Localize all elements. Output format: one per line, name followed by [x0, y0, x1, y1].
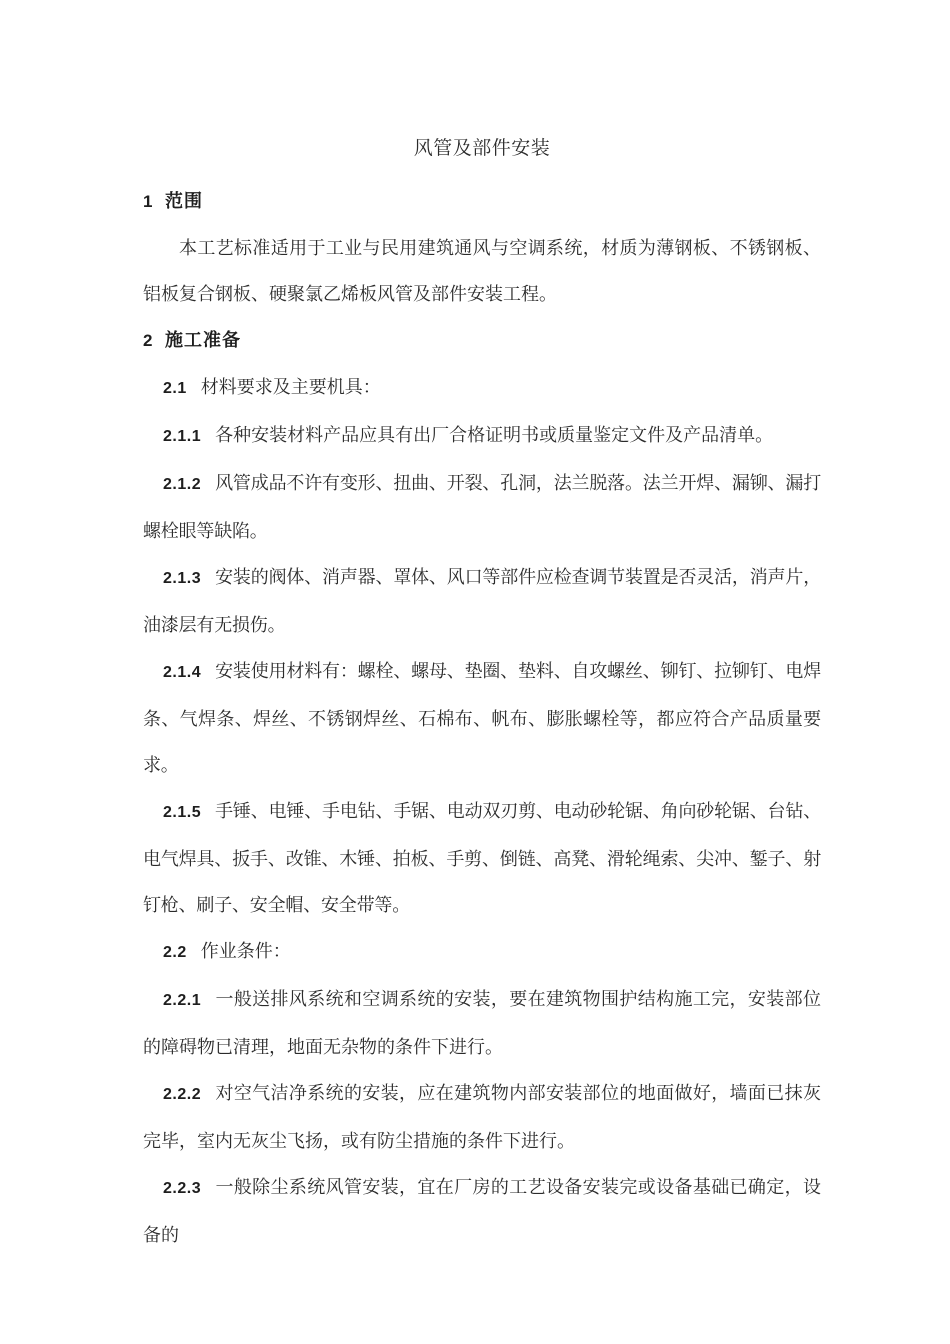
list-item	[143, 1164, 821, 1258]
section-heading-2	[143, 317, 821, 364]
item-number: 2.1	[163, 380, 187, 397]
item-number: 2.1.1	[163, 428, 202, 445]
item-text: 材料要求及主要机具：	[200, 377, 381, 397]
item-number: 2.1.4	[163, 664, 202, 681]
item-text: 风管成品不许有变形、扭曲、开裂、孔洞，法兰脱落。法兰开焊、漏铆、漏打螺栓眼等缺陷。	[143, 473, 821, 541]
item-text: 安装使用材料有：螺栓、螺母、垫圈、垫料、自攻螺丝、铆钉、拉铆钉、电焊条、气焊条、焊丝、不锈钢焊丝、石棉布、帆布、膨胀螺栓等，都应符合产品质量要求。	[143, 661, 821, 775]
list-item	[143, 364, 821, 412]
document-content	[143, 126, 821, 1258]
section-1-body: 本工艺标准适用于工业与民用建筑通风与空调系统，材质为薄钢板、不锈钢板、铝板复合钢板、硬聚氯乙烯板风管及部件安装工程。	[143, 238, 821, 304]
list-item	[143, 928, 821, 976]
item-text: 手锤、电锤、手电钻、手锯、电动双刃剪、电动砂轮锯、角向砂轮锯、台钻、电气焊具、扳手、改锥、木锤、拍板、手剪、倒链、高凳、滑轮绳索、尖冲、錾子、射钉枪、刷子、安全帽、安全带等。	[143, 801, 821, 915]
list-item	[143, 412, 821, 460]
section-title-1: 范围	[165, 191, 203, 211]
list-item	[143, 648, 821, 788]
item-text: 对空气洁净系统的安装，应在建筑物内部安装部位的地面做好，墙面已抹灰完毕，室内无灰尘飞扬，或有防尘措施的条件下进行。	[143, 1083, 821, 1151]
section-number-2: 2	[143, 331, 153, 350]
item-text: 一般除尘系统风管安装，宜在厂房的工艺设备安装完或设备基础已确定，设备的	[143, 1177, 821, 1245]
item-number: 2.1.3	[163, 570, 202, 587]
section-heading-1	[143, 178, 821, 225]
item-number: 2.1.2	[163, 476, 202, 493]
list-item	[143, 554, 821, 648]
list-item	[143, 788, 821, 928]
section-number-1: 1	[143, 192, 153, 211]
item-number: 2.2	[163, 944, 187, 961]
document-title: 风管及部件安装	[413, 138, 551, 159]
item-number: 2.2.3	[163, 1180, 202, 1197]
item-text: 安装的阀体、消声器、罩体、风口等部件应检查调节装置是否灵活，消声片，油漆层有无损伤。	[143, 567, 821, 635]
item-text: 各种安装材料产品应具有出厂合格证明书或质量鉴定文件及产品清单。	[215, 425, 774, 445]
list-item	[143, 460, 821, 554]
item-text: 作业条件：	[200, 941, 291, 961]
section-title-2: 施工准备	[165, 330, 241, 350]
item-number: 2.1.5	[163, 804, 202, 821]
item-number: 2.2.1	[163, 992, 202, 1009]
item-text: 一般送排风系统和空调系统的安装，要在建筑物围护结构施工完，安装部位的障碍物已清理，地面无杂物的条件下进行。	[143, 989, 821, 1057]
item-number: 2.2.2	[163, 1086, 202, 1103]
list-item	[143, 976, 821, 1070]
list-item	[143, 1070, 821, 1164]
